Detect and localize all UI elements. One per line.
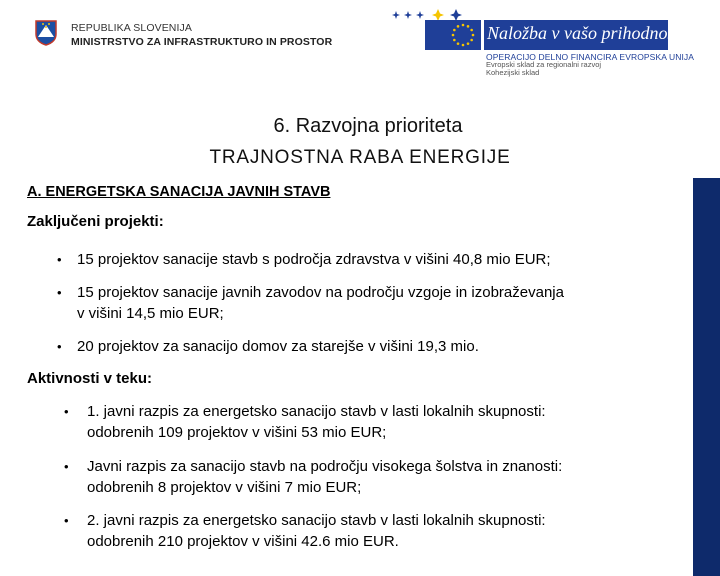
op-financing-line: OPERACIJO DELNO FINANCIRA EVROPSKA UNIJA xyxy=(486,52,695,62)
section-heading: A. ENERGETSKA SANACIJA JAVNIH STAVB xyxy=(27,184,331,200)
ongoing-item-line: odobrenih 210 projektov v višini 42.6 mio EUR. xyxy=(87,533,399,550)
ministry-line2: MINISTRSTVO ZA INFRASTRUKTURO IN PROSTOR xyxy=(71,36,333,48)
ministry-line1: REPUBLIKA SLOVENIJA xyxy=(71,22,192,34)
eu-flag-icon xyxy=(425,20,481,50)
fund-line-1: Evropski sklad za regionalni razvoj xyxy=(486,60,602,69)
eu-star xyxy=(470,29,473,32)
completed-projects-label: Zaključeni projekti: xyxy=(27,213,164,230)
ongoing-item xyxy=(87,456,562,498)
completed-item-line: 15 projektov sanacije stavb s področja zdravstva v višini 40,8 mio EUR; xyxy=(77,251,551,268)
ongoing-item-line: odobrenih 8 projektov v višini 7 mio EUR; xyxy=(87,479,362,496)
bullet-icon: • xyxy=(57,252,62,267)
completed-item-line: v višini 14,5 mio EUR; xyxy=(77,305,224,322)
eu-star xyxy=(472,34,475,37)
bullet-icon: • xyxy=(64,513,69,528)
ongoing-item xyxy=(87,401,546,443)
slide-title-line2: TRAJNOSTNA RABA ENERGIJE xyxy=(209,147,511,168)
eu-star xyxy=(462,44,465,47)
ongoing-activities-label: Aktivnosti v teku: xyxy=(27,370,153,387)
completed-item-line: 20 projektov za sanacijo domov za starejše v višini 19,3 mio. xyxy=(77,338,479,355)
eu-star xyxy=(467,25,470,28)
slogan-text: Naložba v vašo prihodnost xyxy=(487,23,680,43)
ongoing-item xyxy=(87,510,546,552)
eu-star xyxy=(457,25,460,28)
completed-item-line: 15 projektov sanacije javnih zavodov na področju vzgoje in izobraževanja xyxy=(77,284,564,301)
fund-line-2: Kohezijski sklad xyxy=(486,68,540,77)
eu-star xyxy=(453,39,456,42)
completed-item xyxy=(77,249,551,270)
ongoing-item-line: 1. javni razpis za energetsko sanacijo stavb v lasti lokalnih skupnosti: xyxy=(87,403,546,420)
ongoing-item-line: odobrenih 109 projektov v višini 53 mio EUR; xyxy=(87,424,387,441)
bullet-icon: • xyxy=(64,459,69,474)
completed-item xyxy=(77,336,479,357)
ongoing-item-line: 2. javni razpis za energetsko sanacijo stavb v lasti lokalnih skupnosti: xyxy=(87,512,546,529)
eu-star xyxy=(470,39,473,42)
slovenia-crest-icon xyxy=(34,20,58,46)
completed-item xyxy=(77,282,564,324)
eu-star xyxy=(462,24,465,27)
ongoing-item-line: Javni razpis za sanacijo stavb na področju visokega šolstva in znanosti: xyxy=(87,458,563,475)
fund-lines xyxy=(486,61,601,77)
bullet-icon: • xyxy=(57,339,62,354)
ministry-name xyxy=(71,21,332,49)
eu-star xyxy=(457,42,460,45)
bullet-icon: • xyxy=(64,404,69,419)
eu-star xyxy=(467,42,470,45)
header xyxy=(0,0,720,94)
bullet-icon: • xyxy=(57,285,62,300)
eu-star xyxy=(453,29,456,32)
eu-star xyxy=(452,34,455,37)
slide-title-line1: 6. Razvojna prioriteta xyxy=(273,115,463,137)
